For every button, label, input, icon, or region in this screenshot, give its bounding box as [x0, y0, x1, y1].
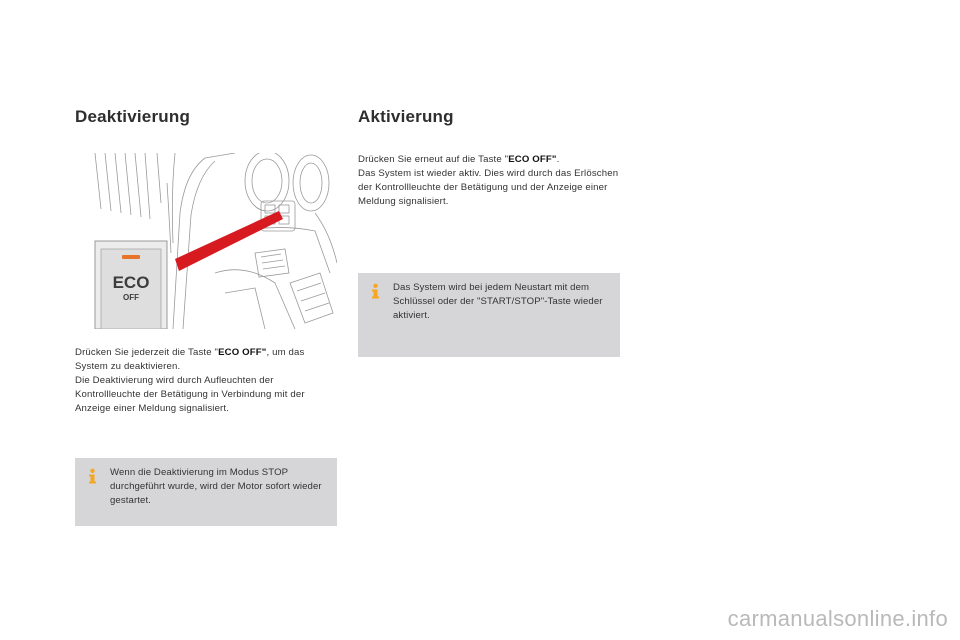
deactivation-title: Deaktivierung — [75, 107, 191, 126]
deactivation-text-pre: Drücken Sie jederzeit die Taste " — [75, 347, 219, 358]
deactivation-description — [75, 346, 337, 416]
activation-signal-text: Das System ist wieder aktiv. Dies wird durch das Erlöschen der Kontrollleuchte der Betätigung und der Anzeige einer Meldung signalisiert. — [358, 168, 619, 207]
info-icon — [85, 468, 100, 484]
watermark-footer[interactable]: carmanualsonline.info — [727, 606, 948, 631]
deactivation-info-box — [75, 458, 337, 526]
deactivation-signal-text: Die Deaktivierung wird durch Aufleuchten der Kontrollleuchte der Betätigung in Verbindung mit der Anzeige einer Meldung signalisiert. — [75, 375, 305, 414]
eco-off-key-name: ECO OFF" — [508, 154, 557, 165]
deactivation-info-text: Wenn die Deaktivierung im Modus STOP durchgeführt wurde, wird der Motor sofort wieder gestartet. — [110, 467, 322, 506]
activation-text-pre: Drücken Sie erneut auf die Taste " — [358, 154, 509, 165]
eco-label: ECO — [112, 273, 150, 292]
eco-off-button-illustration — [75, 153, 337, 329]
activation-info-text: Das System wird bei jedem Neustart mit dem Schlüssel oder der "START/STOP"-Taste wieder aktiviert. — [393, 282, 603, 321]
activation-title: Aktivierung — [358, 107, 454, 126]
activation-text-post: . — [556, 154, 560, 165]
off-label: OFF — [123, 293, 139, 302]
activation-info-box — [358, 273, 620, 357]
activation-description — [358, 153, 620, 209]
deactivation-text-post: , um das System zu deaktivieren. — [75, 347, 305, 372]
info-icon — [368, 283, 383, 299]
eco-off-key-name: ECO OFF" — [218, 347, 267, 358]
